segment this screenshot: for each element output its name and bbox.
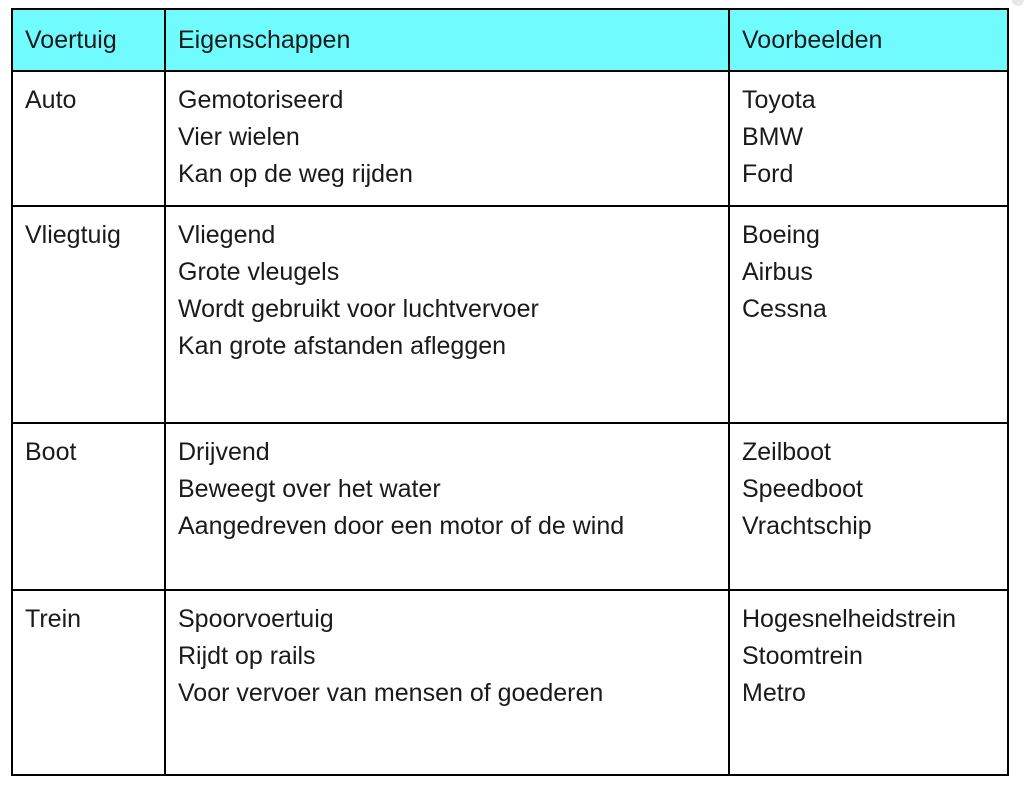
vehicle-cell bbox=[12, 206, 165, 423]
property-line: Vier wielen bbox=[178, 123, 300, 151]
example-line: Cessna bbox=[742, 295, 827, 323]
vehicle-name: Trein bbox=[25, 605, 82, 633]
example-line: Airbus bbox=[742, 258, 813, 286]
table-body bbox=[12, 71, 1008, 775]
property-line: Voor vervoer van mensen of goederen bbox=[178, 679, 604, 707]
examples-cell bbox=[729, 71, 1008, 206]
properties-cell bbox=[165, 423, 729, 590]
vehicle-name: Auto bbox=[25, 86, 77, 114]
vehicle-table bbox=[11, 8, 1009, 776]
property-line: Drijvend bbox=[178, 438, 270, 466]
vehicle-cell bbox=[12, 71, 165, 206]
property-line: Grote vleugels bbox=[178, 258, 340, 286]
table-row bbox=[12, 590, 1008, 775]
property-line: Aangedreven door een motor of de wind bbox=[178, 512, 625, 540]
vehicle-cell bbox=[12, 423, 165, 590]
vehicle-name: Vliegtuig bbox=[25, 221, 121, 249]
examples-cell bbox=[729, 423, 1008, 590]
example-line: Boeing bbox=[742, 221, 820, 249]
vehicle-cell bbox=[12, 590, 165, 775]
table-header bbox=[12, 9, 1008, 71]
examples-cell bbox=[729, 590, 1008, 775]
properties-cell bbox=[165, 71, 729, 206]
header-examples: Voorbeelden bbox=[729, 9, 1008, 71]
corner-dot-icon bbox=[1012, 0, 1024, 6]
table-row bbox=[12, 423, 1008, 590]
example-line: Toyota bbox=[742, 86, 816, 114]
property-line: Gemotoriseerd bbox=[178, 86, 344, 114]
property-line: Vliegend bbox=[178, 221, 276, 249]
property-line: Spoorvoertuig bbox=[178, 605, 334, 633]
header-vehicle: Voertuig bbox=[12, 9, 165, 71]
header-row bbox=[12, 9, 1008, 71]
example-line: Speedboot bbox=[742, 475, 863, 503]
property-line: Kan op de weg rijden bbox=[178, 160, 413, 188]
table-row bbox=[12, 71, 1008, 206]
example-line: Hogesnelheidstrein bbox=[742, 605, 957, 633]
header-properties: Eigenschappen bbox=[165, 9, 729, 71]
example-line: Metro bbox=[742, 679, 806, 707]
property-line: Rijdt op rails bbox=[178, 642, 316, 670]
example-line: Vrachtschip bbox=[742, 512, 872, 540]
properties-cell bbox=[165, 206, 729, 423]
example-line: Ford bbox=[742, 160, 794, 188]
example-line: Stoomtrein bbox=[742, 642, 863, 670]
table-row bbox=[12, 206, 1008, 423]
example-line: BMW bbox=[742, 123, 804, 151]
properties-cell bbox=[165, 590, 729, 775]
property-line: Kan grote afstanden afleggen bbox=[178, 332, 507, 360]
property-line: Wordt gebruikt voor luchtvervoer bbox=[178, 295, 539, 323]
example-line: Zeilboot bbox=[742, 438, 831, 466]
vehicle-name: Boot bbox=[25, 438, 77, 466]
property-line: Beweegt over het water bbox=[178, 475, 441, 503]
examples-cell bbox=[729, 206, 1008, 423]
